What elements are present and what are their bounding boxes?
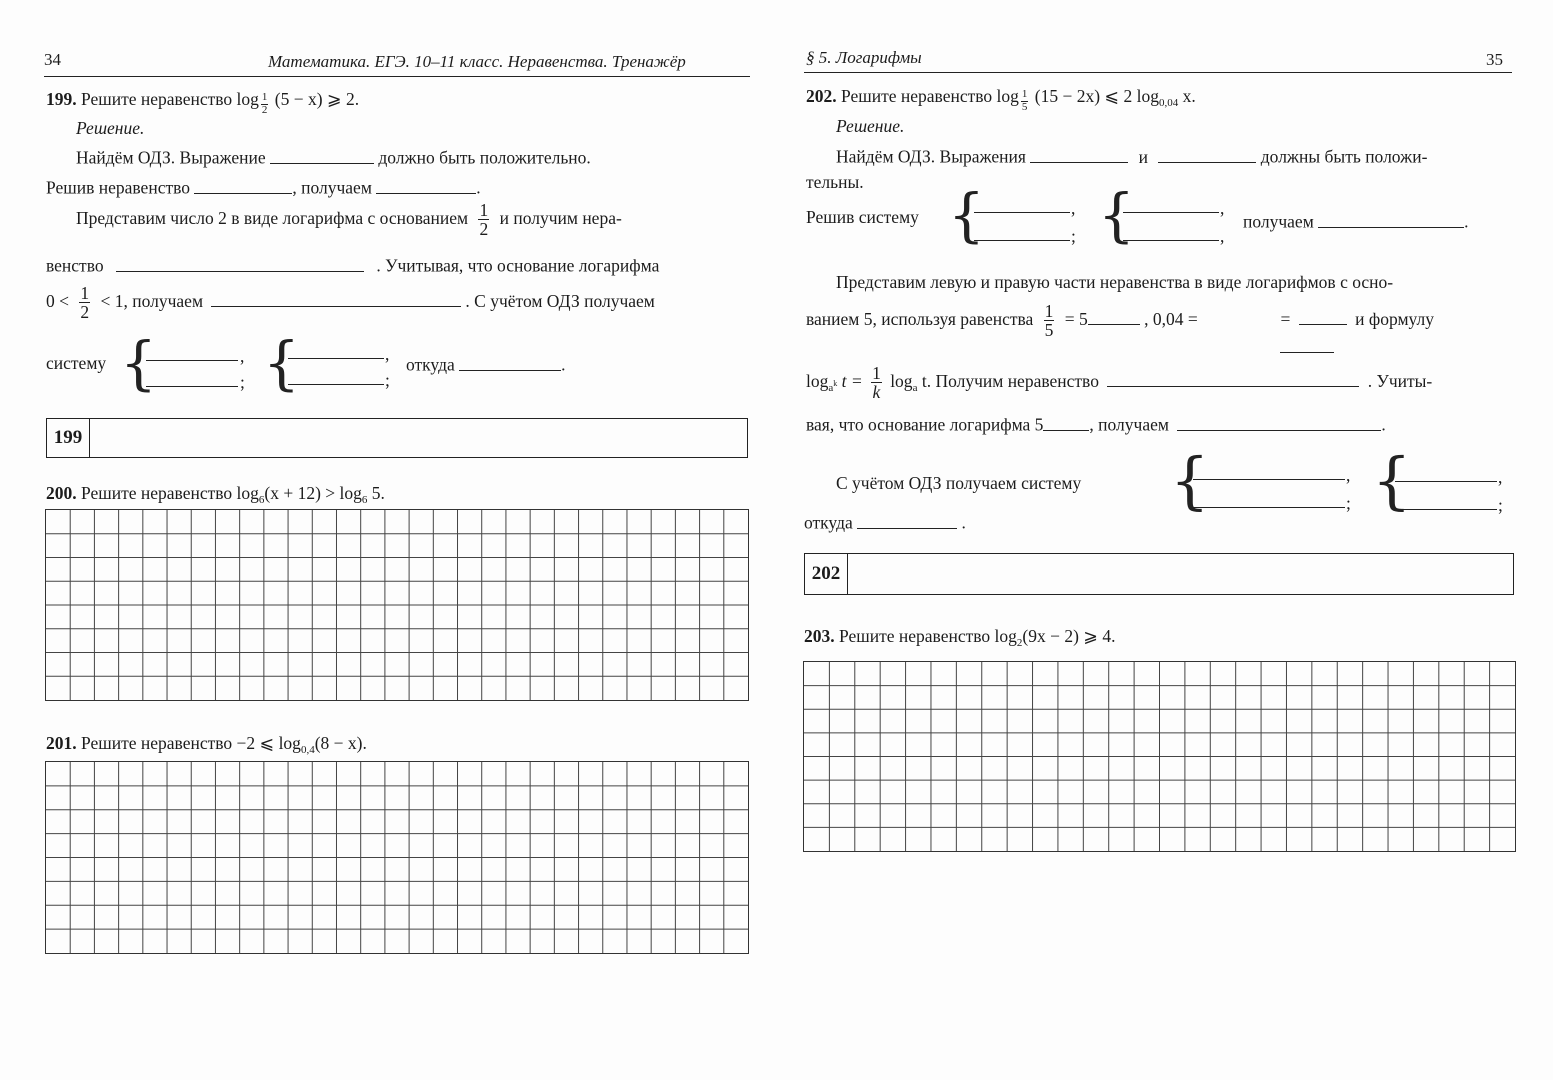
blank-field[interactable] (1030, 144, 1128, 163)
answer-input[interactable] (90, 419, 747, 457)
blank-field[interactable] (1088, 313, 1140, 325)
brace-icon: { (120, 329, 157, 397)
page-number-left: 34 (44, 50, 61, 69)
blank-field[interactable] (1395, 481, 1497, 482)
problem-199-line1: Найдём ОДЗ. Выражение должно быть положительно. (76, 145, 591, 168)
blank-field[interactable] (1107, 368, 1359, 387)
problem-202-line3-result: получаем . (1243, 209, 1469, 232)
fraction-one-fifth: $\frac{1}{5}$ (1044, 301, 1054, 341)
blank-field[interactable] (1177, 412, 1381, 431)
solution-label-202: Решение. (836, 116, 905, 136)
problem-202-line5: ванием 5, используя равенства $\frac{1}{5}$ = 5 , 0,04 = = и формулу (806, 301, 1435, 341)
problem-199-statement: 199. Решите неравенство log $\frac{1}{2}$ (5 − x) ⩾ 2. (46, 89, 360, 116)
blank-field[interactable] (116, 253, 364, 272)
brace-icon: { (948, 181, 985, 249)
problem-200-statement: 200. Решите неравенство $\log_6(x + 12) > \log_6 5$. (46, 483, 385, 506)
blank-field[interactable] (1280, 352, 1334, 353)
log-base-fraction: $\frac{1}{5}$ (1021, 88, 1028, 113)
blank-field[interactable] (1123, 212, 1219, 213)
fraction-one-half: $\frac{1}{2}$ (80, 283, 90, 323)
work-grid-203[interactable] (803, 661, 1516, 852)
header-rule-right (804, 72, 1512, 73)
brace-icon: { (1372, 444, 1412, 517)
problem-199-number: 199. (46, 89, 77, 109)
blank-field[interactable] (376, 175, 476, 194)
fraction-one-over-k: $\frac{1}{k}$ (872, 363, 881, 403)
blank-field[interactable] (146, 386, 238, 387)
problem-203-statement: 203. Решите неравенство $\log_2(9x - 2)$ ⩾ 4. (804, 626, 1116, 649)
work-grid-201[interactable] (45, 761, 749, 954)
blank-field[interactable] (288, 358, 384, 359)
running-title: Математика. ЕГЭ. 10–11 класс. Неравенства. Тренажёр (268, 52, 686, 71)
fraction-one-half: $\frac{1}{2}$ (479, 200, 489, 240)
blank-field[interactable] (194, 175, 292, 194)
section-title: § 5. Логарифмы (806, 48, 922, 67)
brace-icon: { (263, 329, 300, 397)
problem-200-number: 200. (46, 483, 77, 503)
answer-label: 202 (805, 554, 848, 594)
work-grid-200[interactable] (45, 509, 749, 701)
page-number-right: 35 (1486, 50, 1503, 69)
problem-199-line5: 0 < $\frac{1}{2}$ < 1, получаем . С учётом ОДЗ получаем (46, 283, 655, 323)
answer-input[interactable] (848, 554, 1513, 594)
system-label-199: систему (46, 353, 107, 373)
problem-202-line2: тельны. (806, 172, 864, 192)
blank-field[interactable] (1318, 209, 1464, 228)
problem-202-statement: 202. Решите неравенство log $\frac{1}{5}$ (15 − 2x) ⩽ 2 $\log_{0,04} x$. (806, 86, 1196, 113)
left-page: 34 Математика. ЕГЭ. 10–11 класс. Неравенства. Тренажёр 199. Решите неравенство log $\frac{1}{2}$ (5 − x) ⩾ 2. Решение. Найдём ОДЗ. Выражение должно быть положительно. Решив неравенство , получаем . Представим число 2 в виде логарифма с основанием $\frac{1}{2}$ и получим нера- венство . Учитывая, что основание логарифма 0 < $\frac{1}{2}$ < 1, получаем . С учётом ОДЗ получаем систему { , ; { , ; откуда . 199 200. Решите неравенство $\log_6(x + 12) > \log_6 5$. 201. Решите неравенство −2 ⩽ $\log_{0,4}(8 - x)$. (0, 0, 776, 1080)
header-rule-left (44, 76, 750, 77)
solution-label-199: Решение. (76, 118, 145, 138)
problem-199-line4: венство . Учитывая, что основание логарифма (46, 253, 659, 276)
log-base-fraction: $\frac{1}{2}$ (261, 91, 268, 116)
problem-201-number: 201. (46, 733, 77, 753)
problem-203-number: 203. (804, 626, 835, 646)
answer-label: 199 (47, 419, 90, 457)
brace-icon: { (1170, 444, 1210, 517)
problem-199-line2: Решив неравенство , получаем . (46, 175, 481, 198)
problem-202-line8: С учётом ОДЗ получаем систему (836, 473, 1082, 493)
problem-199-result: откуда . (406, 352, 566, 375)
blank-field[interactable] (288, 384, 384, 385)
right-page: § 5. Логарифмы 35 202. Решите неравенство log $\frac{1}{5}$ (15 − 2x) ⩽ 2 $\log_{0,04} x$. Решение. Найдём ОДЗ. Выражения и должны быть положи- тельны. Решив систему { , ; { , , получаем . Представим левую и правую части неравенства в виде логарифмов с осно- ванием 5, используя равенства $\frac{1}{5}$ = 5 , 0,04 = = и формулу $\log_{a^k} t$ = $\frac{1}{k}$ $\log_a t$. Получим неравенство . Учиты- вая, что основание логарифма 5 , получаем . С учётом ОДЗ получаем систему { , ; { , ; откуда . 202 203. Решите неравенство $\log_2(9x - 2)$ ⩾ 4. (776, 0, 1553, 1080)
blank-field[interactable] (1123, 240, 1219, 241)
blank-field[interactable] (1299, 306, 1347, 325)
problem-202-line3-label: Решив систему (806, 207, 919, 227)
problem-202-line7: вая, что основание логарифма 5 , получаем . (806, 412, 1386, 435)
problem-202-line6: $\log_{a^k} t$ = $\frac{1}{k}$ $\log_a t$. Получим неравенство . Учиты- (806, 363, 1433, 403)
blank-field[interactable] (1395, 509, 1497, 510)
problem-201-statement: 201. Решите неравенство −2 ⩽ $\log_{0,4}(8 - x)$. (46, 733, 367, 756)
problem-202-number: 202. (806, 86, 837, 106)
answer-box-199[interactable] (46, 418, 748, 458)
blank-field[interactable] (974, 212, 1070, 213)
blank-field[interactable] (1193, 507, 1345, 508)
blank-field[interactable] (459, 352, 561, 371)
problem-202-line1: Найдём ОДЗ. Выражения и должны быть положи- (836, 144, 1427, 167)
blank-field[interactable] (270, 145, 374, 164)
blank-field[interactable] (1193, 479, 1345, 480)
blank-field[interactable] (146, 360, 238, 361)
brace-icon: { (1098, 181, 1135, 249)
problem-202-line4: Представим левую и правую части неравенства в виде логарифмов с осно- (836, 272, 1394, 292)
blank-field[interactable] (974, 240, 1070, 241)
blank-field[interactable] (1043, 412, 1089, 431)
answer-box-202[interactable] (804, 553, 1514, 595)
problem-199-line3: Представим число 2 в виде логарифма с основанием $\frac{1}{2}$ и получим нера- (76, 200, 622, 240)
blank-field[interactable] (1158, 144, 1256, 163)
blank-field[interactable] (211, 288, 461, 307)
problem-202-line9: откуда . (804, 510, 966, 533)
blank-field[interactable] (857, 510, 957, 529)
